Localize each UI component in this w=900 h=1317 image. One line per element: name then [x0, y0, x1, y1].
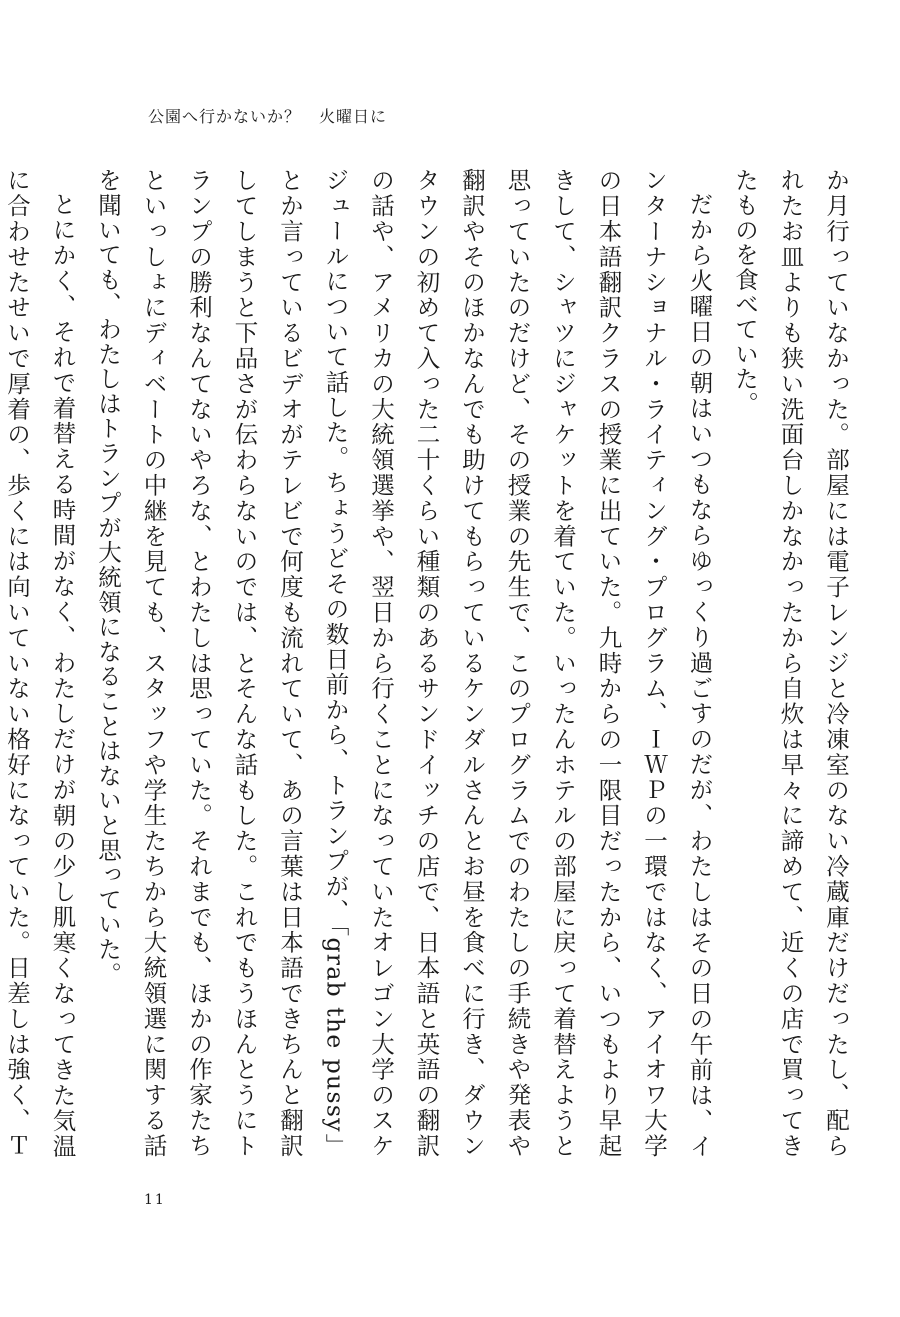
running-head-title: 公園へ行かないか？ [148, 107, 302, 126]
running-head-section: 火曜日に [319, 107, 388, 126]
page-number: 11 [144, 1192, 166, 1208]
body-text [3, 168, 858, 1158]
paragraph-2: だから火曜日の朝はいつもならゆっくり過ごすのだが、わたしはその日の午前は、インターナショナル・ライティング・プログラム、ＩＷＰの一環ではなく、アイオワ大学の日本語翻訳クラスの授業に出ていた。九時からの一限目だったから、いつもより早起きして、シャツにジャケットを着ていた。いったんホテルの部屋に戻って着替えようと思っていたのだけど、その授業の先生で、このプログラムでのわたしの手続きや発表や翻訳やそのほかなんでも助けてもらっているケンダルさんとお昼を食べに行き、ダウンタウンの初めて入った二十くらい種類のあるサンドイッチの店で、日本語と英語の翻訳の話や、アメリカの大統領選挙や、翌日から行くことになっていたオレゴン大学のスケジュールについて話した。ちょうどその数日前から、トランプが、「grab the pussy」とか言っているビデオがテレビで何度も流れていて、あの言葉は日本語できちんと翻訳してしまうと下品さが伝わらないのでは、とそんな話もした。これでもうほんとうにトランプの勝利なんてないやろな、とわたしは思っていた。それまでも、ほかの作家たちといっしょにディベートの中継を見ても、スタッフや学生たちから大統領選に関する話を聞いても、わたしはトランプが大統領になることはないと思っていた。 [94, 168, 714, 1158]
paragraph-3: とにかく、それで着替える時間がなく、わたしだけが朝の少し肌寒くなってきた気温に合わせたせいで厚着の、歩くには向いていない格好になっていた。日差しは強く、Ｔ [3, 168, 77, 1158]
running-head [148, 104, 387, 127]
paragraph-1: か月行っていなかった。部屋には電子レンジと冷凍室のない冷蔵庫だけだったし、配られたお皿よりも狭い洗面台しかなかったから自炊は早々に諦めて、近くの店で買ってきたものを食べていた。 [731, 168, 850, 1158]
